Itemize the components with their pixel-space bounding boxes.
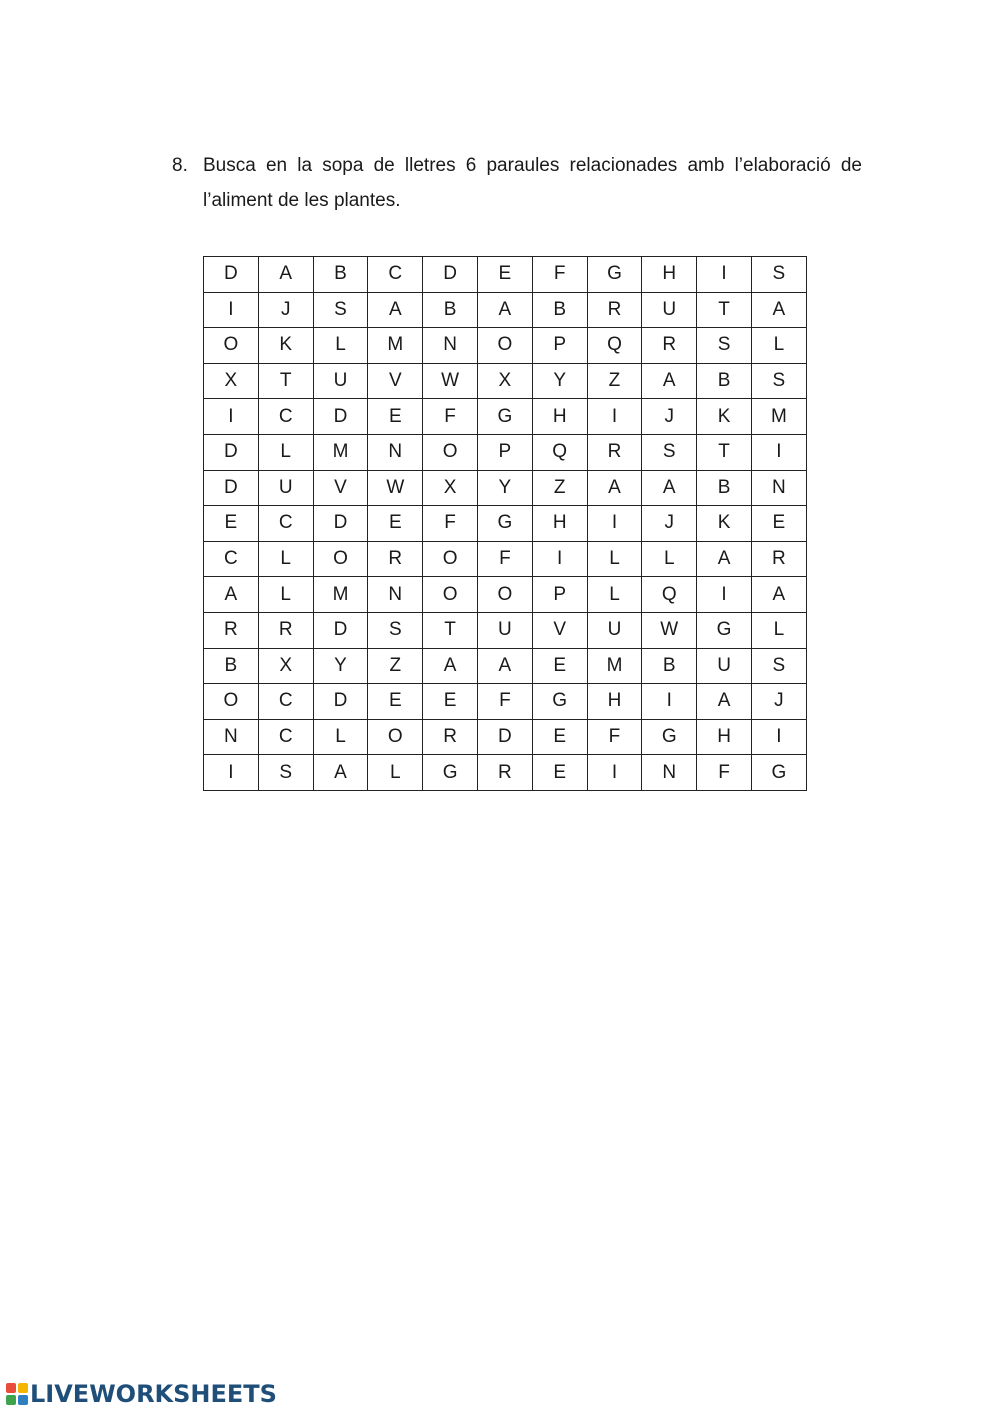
grid-cell[interactable]: R bbox=[423, 719, 478, 755]
grid-row bbox=[204, 434, 807, 470]
grid-cell[interactable]: J bbox=[642, 399, 697, 435]
grid-cell[interactable]: R bbox=[258, 612, 313, 648]
grid-cell[interactable]: L bbox=[751, 328, 806, 364]
grid-cell[interactable]: O bbox=[313, 541, 368, 577]
grid-cell[interactable]: E bbox=[532, 755, 587, 791]
grid-cell[interactable]: K bbox=[697, 399, 752, 435]
logo-block bbox=[6, 1383, 16, 1393]
grid-cell[interactable]: E bbox=[477, 257, 532, 293]
grid-cell[interactable]: L bbox=[258, 434, 313, 470]
grid-cell[interactable]: L bbox=[368, 755, 423, 791]
grid-cell[interactable]: J bbox=[642, 506, 697, 542]
grid-cell[interactable]: O bbox=[204, 684, 259, 720]
grid-cell[interactable]: L bbox=[313, 719, 368, 755]
grid-cell[interactable]: F bbox=[587, 719, 642, 755]
grid-cell[interactable]: S bbox=[751, 648, 806, 684]
grid-cell[interactable]: Z bbox=[368, 648, 423, 684]
grid-cell[interactable]: E bbox=[532, 648, 587, 684]
grid-cell[interactable]: C bbox=[258, 719, 313, 755]
grid-cell[interactable]: I bbox=[751, 434, 806, 470]
grid-cell[interactable]: H bbox=[532, 506, 587, 542]
grid-cell[interactable]: O bbox=[477, 577, 532, 613]
logo-block bbox=[18, 1383, 28, 1393]
grid-cell[interactable]: I bbox=[642, 684, 697, 720]
grid-cell[interactable]: D bbox=[313, 684, 368, 720]
grid-cell[interactable]: A bbox=[313, 755, 368, 791]
grid-cell[interactable]: W bbox=[642, 612, 697, 648]
grid-cell[interactable]: N bbox=[423, 328, 478, 364]
grid-cell[interactable]: A bbox=[697, 541, 752, 577]
grid-cell[interactable]: I bbox=[587, 755, 642, 791]
grid-cell[interactable]: B bbox=[423, 292, 478, 328]
grid-cell[interactable]: L bbox=[258, 541, 313, 577]
grid-cell[interactable]: F bbox=[423, 506, 478, 542]
grid-cell[interactable]: L bbox=[587, 541, 642, 577]
grid-cell[interactable]: E bbox=[204, 506, 259, 542]
grid-row bbox=[204, 719, 807, 755]
grid-cell[interactable]: B bbox=[204, 648, 259, 684]
grid-cell[interactable]: A bbox=[204, 577, 259, 613]
grid-cell[interactable]: D bbox=[477, 719, 532, 755]
grid-cell[interactable]: R bbox=[642, 328, 697, 364]
grid-cell[interactable]: L bbox=[751, 612, 806, 648]
grid-cell[interactable]: T bbox=[258, 363, 313, 399]
grid-cell[interactable]: L bbox=[258, 577, 313, 613]
grid-cell[interactable]: S bbox=[751, 257, 806, 293]
grid-cell[interactable]: B bbox=[313, 257, 368, 293]
grid-cell[interactable]: T bbox=[697, 292, 752, 328]
grid-cell[interactable]: M bbox=[751, 399, 806, 435]
grid-cell[interactable]: E bbox=[751, 506, 806, 542]
grid-cell[interactable]: S bbox=[642, 434, 697, 470]
grid-cell[interactable]: O bbox=[423, 541, 478, 577]
grid-cell[interactable]: A bbox=[368, 292, 423, 328]
grid-cell[interactable]: N bbox=[642, 755, 697, 791]
grid-cell[interactable]: S bbox=[697, 328, 752, 364]
grid-cell[interactable]: N bbox=[204, 719, 259, 755]
grid-cell[interactable]: Q bbox=[587, 328, 642, 364]
logo-blocks-icon bbox=[6, 1383, 28, 1405]
grid-row bbox=[204, 541, 807, 577]
grid-cell[interactable]: E bbox=[368, 506, 423, 542]
grid-cell[interactable]: D bbox=[313, 506, 368, 542]
grid-cell[interactable]: W bbox=[423, 363, 478, 399]
grid-cell[interactable]: H bbox=[697, 719, 752, 755]
grid-cell[interactable]: L bbox=[313, 328, 368, 364]
grid-row bbox=[204, 470, 807, 506]
grid-cell[interactable]: R bbox=[587, 434, 642, 470]
logo-text: LIVEWORKSHEETS bbox=[30, 1380, 277, 1408]
grid-cell[interactable]: A bbox=[423, 648, 478, 684]
grid-cell[interactable]: G bbox=[477, 399, 532, 435]
grid-row bbox=[204, 612, 807, 648]
grid-cell[interactable]: W bbox=[368, 470, 423, 506]
grid-cell[interactable]: I bbox=[532, 541, 587, 577]
grid-cell[interactable]: I bbox=[204, 755, 259, 791]
grid-cell[interactable]: F bbox=[697, 755, 752, 791]
word-search-grid bbox=[203, 256, 807, 791]
grid-cell[interactable]: R bbox=[368, 541, 423, 577]
grid-cell[interactable]: R bbox=[587, 292, 642, 328]
grid-cell[interactable]: O bbox=[423, 434, 478, 470]
grid-cell[interactable]: E bbox=[423, 684, 478, 720]
grid-cell[interactable]: A bbox=[477, 648, 532, 684]
grid-row bbox=[204, 577, 807, 613]
grid-cell[interactable]: G bbox=[477, 506, 532, 542]
grid-cell[interactable]: P bbox=[532, 577, 587, 613]
grid-cell[interactable]: R bbox=[477, 755, 532, 791]
liveworksheets-logo bbox=[6, 1380, 277, 1408]
grid-cell[interactable]: B bbox=[697, 470, 752, 506]
grid-row bbox=[204, 363, 807, 399]
grid-cell[interactable]: D bbox=[204, 257, 259, 293]
grid-cell[interactable]: H bbox=[532, 399, 587, 435]
grid-cell[interactable]: Q bbox=[532, 434, 587, 470]
grid-row bbox=[204, 684, 807, 720]
grid-cell[interactable]: U bbox=[313, 363, 368, 399]
grid-cell[interactable]: B bbox=[697, 363, 752, 399]
grid-cell[interactable]: R bbox=[204, 612, 259, 648]
grid-cell[interactable]: F bbox=[423, 399, 478, 435]
grid-cell[interactable]: E bbox=[532, 719, 587, 755]
grid-row bbox=[204, 506, 807, 542]
grid-cell[interactable]: D bbox=[313, 399, 368, 435]
grid-cell[interactable]: A bbox=[751, 577, 806, 613]
question bbox=[172, 148, 862, 218]
grid-cell[interactable]: Y bbox=[313, 648, 368, 684]
grid-cell[interactable]: A bbox=[258, 257, 313, 293]
logo-block bbox=[6, 1395, 16, 1405]
grid-cell[interactable]: C bbox=[368, 257, 423, 293]
grid-cell[interactable]: G bbox=[423, 755, 478, 791]
grid-cell[interactable]: E bbox=[368, 399, 423, 435]
grid-cell[interactable]: I bbox=[697, 577, 752, 613]
grid-cell[interactable]: L bbox=[642, 541, 697, 577]
grid-cell[interactable]: G bbox=[587, 257, 642, 293]
grid-cell[interactable]: V bbox=[532, 612, 587, 648]
grid-cell[interactable]: O bbox=[368, 719, 423, 755]
grid-cell[interactable]: G bbox=[532, 684, 587, 720]
grid-cell[interactable]: S bbox=[258, 755, 313, 791]
grid-cell[interactable]: G bbox=[642, 719, 697, 755]
grid-cell[interactable]: O bbox=[423, 577, 478, 613]
grid-cell[interactable]: A bbox=[587, 470, 642, 506]
grid-cell[interactable]: S bbox=[368, 612, 423, 648]
grid-cell[interactable]: T bbox=[697, 434, 752, 470]
grid-cell[interactable]: A bbox=[697, 684, 752, 720]
grid-cell[interactable]: P bbox=[532, 328, 587, 364]
grid-cell[interactable]: D bbox=[204, 434, 259, 470]
grid-cell[interactable]: X bbox=[423, 470, 478, 506]
grid-cell[interactable]: D bbox=[313, 612, 368, 648]
grid-cell[interactable]: N bbox=[368, 577, 423, 613]
grid-cell[interactable]: X bbox=[204, 363, 259, 399]
grid-cell[interactable]: F bbox=[477, 684, 532, 720]
grid-cell[interactable]: H bbox=[587, 684, 642, 720]
grid-cell[interactable]: S bbox=[313, 292, 368, 328]
grid-cell[interactable]: U bbox=[697, 648, 752, 684]
grid-cell[interactable]: Z bbox=[532, 470, 587, 506]
grid-cell[interactable]: G bbox=[697, 612, 752, 648]
grid-cell[interactable]: U bbox=[587, 612, 642, 648]
grid-cell[interactable]: C bbox=[204, 541, 259, 577]
grid-cell[interactable]: M bbox=[313, 577, 368, 613]
question-text: Busca en la sopa de lletres 6 paraules relacionades amb l’elaboració de l’aliment de les plantes. bbox=[203, 155, 862, 211]
grid-cell[interactable]: C bbox=[258, 506, 313, 542]
grid-cell[interactable]: U bbox=[642, 292, 697, 328]
grid-row bbox=[204, 648, 807, 684]
grid-cell[interactable]: A bbox=[642, 470, 697, 506]
grid-cell[interactable]: Z bbox=[587, 363, 642, 399]
grid-row bbox=[204, 257, 807, 293]
grid-cell[interactable]: B bbox=[642, 648, 697, 684]
grid-cell[interactable]: D bbox=[204, 470, 259, 506]
grid-cell[interactable]: U bbox=[258, 470, 313, 506]
grid-cell[interactable]: I bbox=[204, 292, 259, 328]
grid-cell[interactable]: O bbox=[477, 328, 532, 364]
grid-cell[interactable]: M bbox=[313, 434, 368, 470]
grid-cell[interactable]: I bbox=[587, 506, 642, 542]
grid-cell[interactable]: X bbox=[258, 648, 313, 684]
grid-cell[interactable]: C bbox=[258, 684, 313, 720]
grid-cell[interactable]: C bbox=[258, 399, 313, 435]
grid-cell[interactable]: N bbox=[368, 434, 423, 470]
grid-cell[interactable]: I bbox=[587, 399, 642, 435]
grid-cell[interactable]: U bbox=[477, 612, 532, 648]
grid-row bbox=[204, 328, 807, 364]
grid-cell[interactable]: I bbox=[697, 257, 752, 293]
grid-cell[interactable]: A bbox=[477, 292, 532, 328]
grid-row bbox=[204, 399, 807, 435]
grid-cell[interactable]: J bbox=[258, 292, 313, 328]
logo-block bbox=[18, 1395, 28, 1405]
grid-cell[interactable]: D bbox=[423, 257, 478, 293]
grid-cell[interactable]: F bbox=[477, 541, 532, 577]
grid-row bbox=[204, 755, 807, 791]
grid-cell[interactable]: K bbox=[697, 506, 752, 542]
grid-cell[interactable]: I bbox=[204, 399, 259, 435]
grid-cell[interactable]: I bbox=[751, 719, 806, 755]
grid-cell[interactable]: R bbox=[751, 541, 806, 577]
grid-cell[interactable]: L bbox=[587, 577, 642, 613]
grid-cell[interactable]: G bbox=[751, 755, 806, 791]
grid-cell[interactable]: Y bbox=[532, 363, 587, 399]
grid-cell[interactable]: K bbox=[258, 328, 313, 364]
grid-cell[interactable]: E bbox=[368, 684, 423, 720]
grid-cell[interactable]: A bbox=[642, 363, 697, 399]
grid-cell[interactable]: O bbox=[204, 328, 259, 364]
question-number: 8. bbox=[172, 155, 188, 176]
grid-cell[interactable]: F bbox=[532, 257, 587, 293]
grid-cell[interactable]: S bbox=[751, 363, 806, 399]
grid-cell[interactable]: X bbox=[477, 363, 532, 399]
grid-cell[interactable]: Q bbox=[642, 577, 697, 613]
grid-cell[interactable]: H bbox=[642, 257, 697, 293]
grid-cell[interactable]: Y bbox=[477, 470, 532, 506]
grid-cell[interactable]: V bbox=[368, 363, 423, 399]
grid-cell[interactable]: J bbox=[751, 684, 806, 720]
grid-row bbox=[204, 292, 807, 328]
grid-cell[interactable]: M bbox=[587, 648, 642, 684]
grid-cell[interactable]: N bbox=[751, 470, 806, 506]
grid-cell[interactable]: M bbox=[368, 328, 423, 364]
grid-cell[interactable]: P bbox=[477, 434, 532, 470]
grid-cell[interactable]: B bbox=[532, 292, 587, 328]
grid-cell[interactable]: V bbox=[313, 470, 368, 506]
grid-cell[interactable]: A bbox=[751, 292, 806, 328]
grid-cell[interactable]: T bbox=[423, 612, 478, 648]
